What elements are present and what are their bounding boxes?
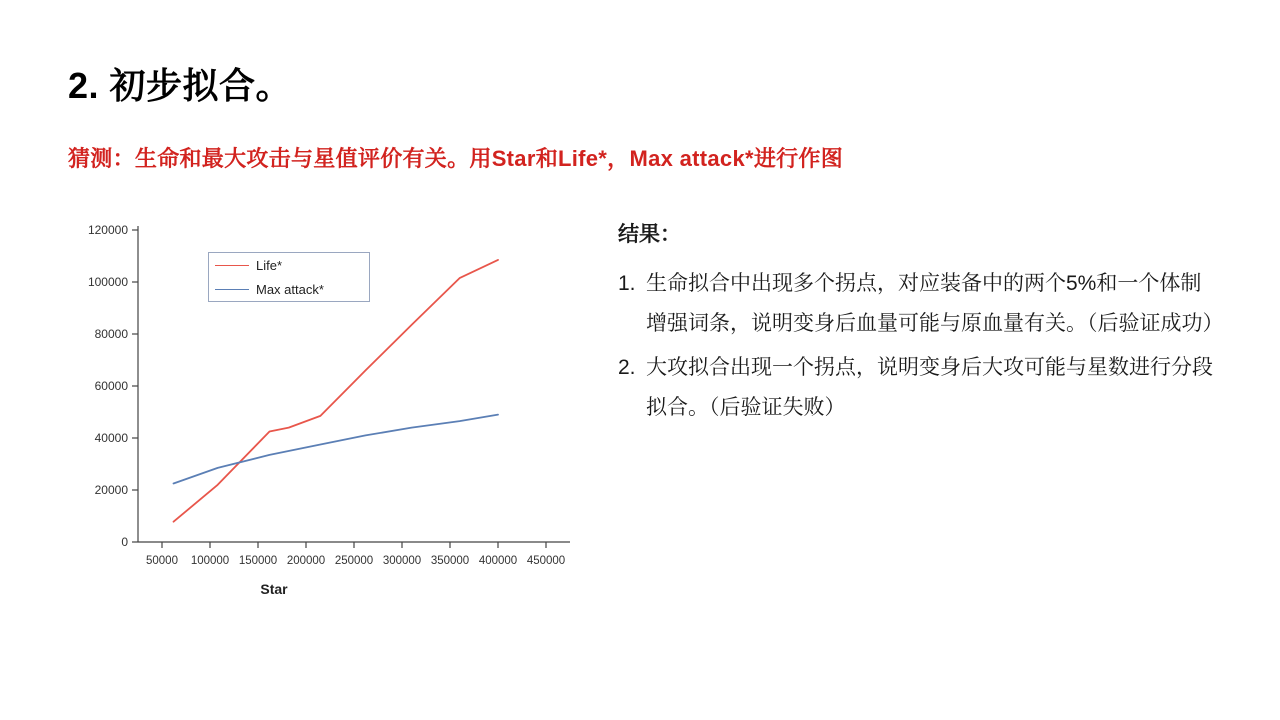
result-block	[618, 218, 1224, 432]
result-heading: 结果：	[618, 223, 681, 246]
list-item-number: 2.	[618, 356, 636, 379]
legend-item-max-attack	[209, 277, 369, 301]
x-tick-label: 350000	[430, 555, 470, 567]
legend-label-life: Life*	[256, 257, 283, 273]
result-list	[618, 264, 1224, 428]
y-tick-label: 0	[121, 535, 128, 549]
legend-label-max-attack: Max attack*	[256, 281, 324, 297]
y-tick-label: 40000	[94, 431, 128, 445]
chart-legend	[208, 252, 370, 302]
y-tick-label: 80000	[94, 327, 128, 341]
x-tick-label: 400000	[478, 555, 518, 567]
y-tick-label: 100000	[87, 275, 128, 289]
x-tick-label: 100000	[190, 555, 230, 567]
legend-color-swatch-life	[215, 265, 249, 266]
y-tick-label: 20000	[94, 483, 128, 497]
series-line-max-attack	[174, 415, 498, 484]
list-item-text: 生命拟合中出现多个拐点，对应装备中的两个5%和一个体制增强词条，说明变身后血量可能与原血量有关。（后验证成功）	[646, 272, 1224, 335]
x-axis-label: Star	[260, 581, 288, 597]
x-tick-label: 150000	[238, 555, 278, 567]
y-tick-label: 120000	[87, 223, 128, 237]
chart-container	[60, 212, 600, 632]
list-item	[618, 264, 1224, 344]
x-tick-label: 450000	[526, 555, 566, 567]
slide-subtitle: 猜测：生命和最大攻击与星值评价有关。用Star和Life*，Max attack*进行作图	[68, 146, 844, 171]
x-tick-label: 50000	[146, 555, 178, 567]
y-tick-label: 60000	[94, 379, 128, 393]
list-item-number: 1.	[618, 272, 636, 295]
list-item	[618, 348, 1218, 428]
page-title: 2. 初步拟合。	[68, 65, 293, 106]
x-tick-label: 250000	[334, 555, 374, 567]
x-tick-label: 300000	[382, 555, 422, 567]
list-item-text: 大攻拟合出现一个拐点，说明变身后大攻可能与星数进行分段拟合。（后验证失败）	[646, 356, 1213, 419]
legend-item-life	[209, 253, 369, 277]
x-tick-label: 200000	[286, 555, 326, 567]
legend-color-swatch-max-attack	[215, 289, 249, 290]
